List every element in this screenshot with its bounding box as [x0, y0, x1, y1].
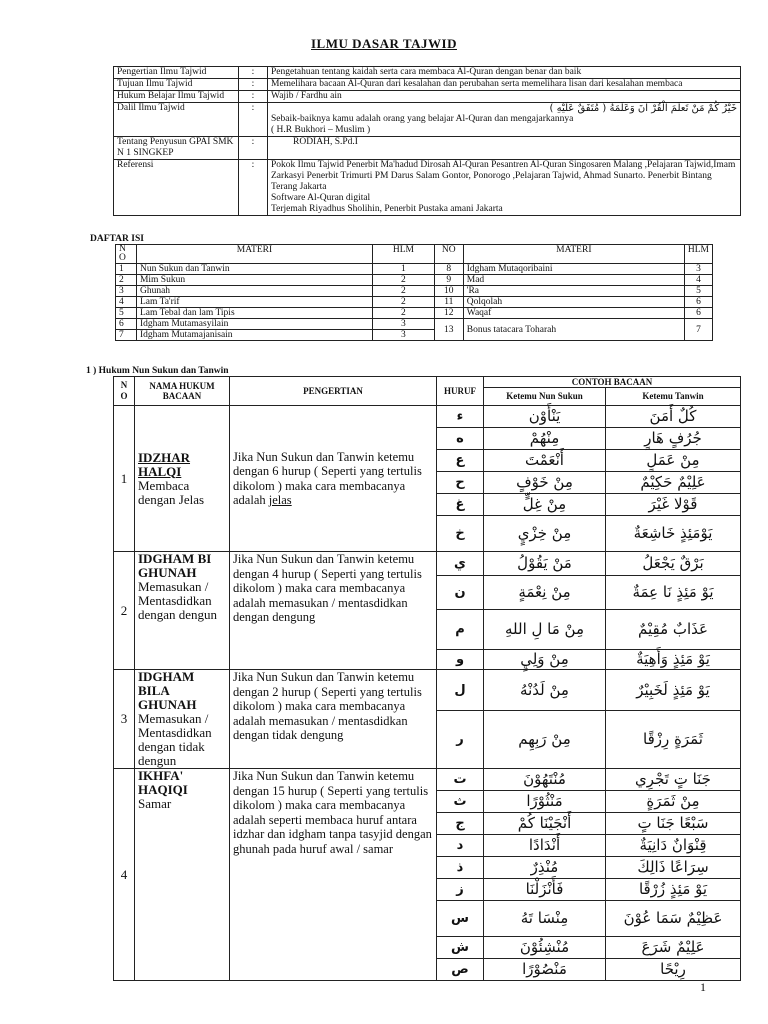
info-value-line: Terjemah Riyadhus Sholihin, Penerbit Pustaka amani Jakarta — [271, 204, 503, 214]
toc-hlm: 3 — [373, 330, 435, 341]
contoh-nun-sukun: فَأَنْزَلْنَا — [484, 879, 606, 901]
huruf-letter: ن — [437, 576, 484, 610]
toc-no: 2 — [116, 275, 137, 286]
header-pengertian: PENGERTIAN — [230, 377, 437, 406]
contoh-nun-sukun: مَنْصُوْرًا — [484, 959, 606, 981]
hukum-name: IDGHAM BI GHUNAH — [138, 551, 212, 580]
daftar-isi-table — [115, 244, 713, 341]
toc-no: 13 — [434, 319, 463, 341]
header-huruf: HURUF — [437, 377, 484, 406]
toc-no: 4 — [116, 297, 137, 308]
header-nama-hukum: NAMA HUKUM BACAAN — [135, 377, 230, 406]
hukum-row — [114, 670, 741, 711]
info-value — [268, 67, 741, 79]
info-row — [114, 103, 741, 137]
contoh-nun-sukun: مِنْ لَدُنْهُ — [484, 670, 606, 711]
toc-materi: Waqaf — [463, 308, 684, 319]
info-value — [268, 103, 741, 137]
hukum-description: Memasukan / Mentasdidkan dengan dengun — [138, 579, 218, 622]
toc-no: 9 — [434, 275, 463, 286]
hukum-name-cell — [135, 769, 230, 981]
hukum-row — [114, 552, 741, 576]
info-value-line: Pengetahuan tentang kaidah serta cara membaca Al-Quran dengan benar dan baik — [271, 67, 582, 77]
hukum-number: 3 — [114, 670, 135, 769]
toc-no: 11 — [434, 297, 463, 308]
toc-header-hlm-2: HLM — [684, 245, 712, 264]
contoh-tanwin: يَوْمَئِذٍ خَاشِعَةٌ — [606, 516, 741, 552]
info-label: Tujuan Ilmu Tajwid — [114, 79, 239, 91]
toc-no: 5 — [116, 308, 137, 319]
info-label: Dalil Ilmu Tajwid — [114, 103, 239, 137]
contoh-nun-sukun: مِنْ وَلِيٍ — [484, 650, 606, 670]
toc-materi: Idgham Mutamajanisain — [136, 330, 372, 341]
contoh-tanwin: يَوْ مَئِذٍ زُرْقًا — [606, 879, 741, 901]
toc-no: 6 — [116, 319, 137, 330]
toc-row — [116, 319, 713, 330]
toc-hlm: 6 — [684, 297, 712, 308]
info-row — [114, 160, 741, 216]
daftar-isi-title: DAFTAR ISI — [90, 234, 144, 244]
contoh-nun-sukun: مِنْ مَا لِ اللهِ — [484, 610, 606, 650]
contoh-tanwin: مِنْ عَمَلٍ — [606, 450, 741, 472]
info-row — [114, 91, 741, 103]
pengertian-cell — [230, 670, 437, 769]
contoh-tanwin: جُرُفٍ هَارٍ — [606, 428, 741, 450]
toc-header-materi-2: MATERI — [463, 245, 684, 264]
huruf-letter: ت — [437, 769, 484, 791]
huruf-letter: ش — [437, 937, 484, 959]
contoh-tanwin: سَبْعًا جَنَا تٍ — [606, 813, 741, 835]
toc-materi: Lam Ta'rif — [136, 297, 372, 308]
toc-hlm: 6 — [684, 308, 712, 319]
contoh-tanwin: جَنَا تٍ تَجْرِي — [606, 769, 741, 791]
contoh-nun-sukun: مَنْثُوْرًا — [484, 791, 606, 813]
contoh-nun-sukun: مَنْ يَقُوْلُ — [484, 552, 606, 576]
contoh-nun-sukun: مِنْ خَوْفٍ — [484, 472, 606, 494]
hukum-description: Membaca dengan Jelas — [138, 477, 205, 507]
huruf-letter: س — [437, 901, 484, 937]
info-value — [268, 160, 741, 216]
toc-row — [116, 286, 713, 297]
toc-no: 7 — [116, 330, 137, 341]
header-contoh-bacaan: CONTOH BACAAN — [484, 377, 741, 388]
huruf-letter: ح — [437, 472, 484, 494]
hukum-number: 2 — [114, 552, 135, 670]
huruf-letter: ذ — [437, 857, 484, 879]
contoh-tanwin: رِيْحًا — [606, 959, 741, 981]
hukum-name: IDZHAR HALQI — [138, 449, 191, 479]
huruf-letter: ث — [437, 791, 484, 813]
hukum-name-cell — [135, 552, 230, 670]
hukum-description: Memasukan / Mentasdidkan dengan tidak dengun — [138, 711, 212, 768]
toc-hlm: 2 — [373, 286, 435, 297]
contoh-tanwin: قَوْلا غَيْرَ — [606, 494, 741, 516]
contoh-nun-sukun: مِنْسَا تَهُ — [484, 901, 606, 937]
header-ketemu-nun-sukun: Ketemu Nun Sukun — [484, 388, 606, 406]
pengertian-text: Jika Nun Sukun dan Tanwin ketemu dengan 4 hurup ( Seperti yang tertulis dikolom ) maka cara membacanya adalah memasukan / mentasdidkan dengan dengung — [233, 552, 422, 624]
toc-row — [116, 264, 713, 275]
contoh-tanwin: عَذَابٌ مُقِيْمٌ — [606, 610, 741, 650]
huruf-letter: ء — [437, 406, 484, 428]
hukum-number: 4 — [114, 769, 135, 981]
toc-header-no: N O — [116, 245, 137, 264]
info-value-line: Software Al-Quran digital — [271, 193, 371, 203]
toc-hlm: 2 — [373, 297, 435, 308]
hukum-row — [114, 769, 741, 791]
toc-materi: Mim Sukun — [136, 275, 372, 286]
info-separator: : — [239, 137, 268, 160]
toc-hlm: 2 — [373, 308, 435, 319]
contoh-tanwin: يَوْ مَئِذٍ لَخَبِيْرٌ — [606, 670, 741, 711]
huruf-letter: ج — [437, 813, 484, 835]
toc-row — [116, 297, 713, 308]
info-value-line: ( H.R Bukhori – Muslim ) — [271, 125, 371, 135]
info-row — [114, 79, 741, 91]
info-value — [268, 79, 741, 91]
contoh-nun-sukun: مِنْ نِعْمَةٍ — [484, 576, 606, 610]
hukum-name: IDGHAM BILA GHUNAH — [138, 669, 197, 712]
contoh-tanwin: ثَمَرَةٍ رِزْقًا — [606, 711, 741, 769]
info-separator: : — [239, 67, 268, 79]
hukum-name: IKHFA' HAQIQI — [138, 768, 188, 797]
info-separator: : — [239, 103, 268, 137]
contoh-nun-sukun: مِنْهُمْ — [484, 428, 606, 450]
info-label: Pengertian Ilmu Tajwid — [114, 67, 239, 79]
huruf-letter: ر — [437, 711, 484, 769]
page-number: 1 — [700, 980, 706, 994]
info-value-line: RODIAH, S.Pd.I — [293, 137, 358, 147]
contoh-nun-sukun: مِنْ رَبِهِم — [484, 711, 606, 769]
info-value-line: Memelihara bacaan Al-Quran dari kesalahan dan perubahan serta memelihara lisan dari kesalahan membaca — [271, 79, 683, 89]
toc-materi: Idgham Mutamasyilain — [136, 319, 372, 330]
huruf-letter: ز — [437, 879, 484, 901]
toc-hlm: 5 — [684, 286, 712, 297]
huruf-letter: خ — [437, 516, 484, 552]
toc-row — [116, 275, 713, 286]
huruf-letter: ي — [437, 552, 484, 576]
info-value — [268, 137, 741, 160]
info-label: Referensi — [114, 160, 239, 216]
contoh-nun-sukun: يَنْأَوْن — [484, 406, 606, 428]
huruf-letter: غ — [437, 494, 484, 516]
contoh-tanwin: عَلِيْمٌ شَرَعَ — [606, 937, 741, 959]
huruf-letter: د — [437, 835, 484, 857]
info-value-line: Pokok Ilmu Tajwid Penerbit Ma'hadud Dirosah Al-Quran Pesantren Al-Quran Singosaren Malang ,Pelajaran Tajwid,Imam Zarkasyi Penerbit Trimurti PM Darus Salam Gontor, Ponorogo ,Pelajaran Tajwid, Ahmad Sunarto. Penerbit Bintang Terang Jakarta — [271, 160, 736, 192]
toc-no: 12 — [434, 308, 463, 319]
pengertian-emphasis: jelas — [268, 493, 292, 507]
toc-header-hlm: HLM — [373, 245, 435, 264]
toc-hlm: 4 — [684, 275, 712, 286]
info-separator: : — [239, 160, 268, 216]
toc-header-row — [116, 245, 713, 264]
toc-materi: 'Ra — [463, 286, 684, 297]
pengertian-cell — [230, 406, 437, 552]
hukum-name-cell — [135, 406, 230, 552]
toc-materi: Lam Tebal dan lam Tipis — [136, 308, 372, 319]
hukum-name-cell — [135, 670, 230, 769]
toc-hlm: 3 — [373, 319, 435, 330]
contoh-nun-sukun: مُنْتَهُوْنَ — [484, 769, 606, 791]
toc-no: 3 — [116, 286, 137, 297]
toc-header-no-2: NO — [434, 245, 463, 264]
toc-header-materi: MATERI — [136, 245, 372, 264]
huruf-letter: م — [437, 610, 484, 650]
dalil-arabic: خَيْرُ كُمْ مَنْ تَعلَمَ الْقُرْ انَ وَعَلَمَهُ ( مُتَفَقٌ عَلَيْهِ ) — [549, 103, 737, 114]
huruf-letter: ص — [437, 959, 484, 981]
pengertian-cell — [230, 769, 437, 981]
contoh-nun-sukun: مُنْذِرٌ — [484, 857, 606, 879]
toc-materi: Ghunah — [136, 286, 372, 297]
toc-no: 1 — [116, 264, 137, 275]
toc-no: 10 — [434, 286, 463, 297]
contoh-tanwin: يَوْ مَئِذٍ نَا عِمَةٌ — [606, 576, 741, 610]
contoh-nun-sukun: مُنْشِئُوْنَ — [484, 937, 606, 959]
info-table — [113, 66, 741, 216]
info-label: Hukum Belajar Ilmu Tajwid — [114, 91, 239, 103]
toc-no: 8 — [434, 264, 463, 275]
toc-row — [116, 308, 713, 319]
toc-materi: Mad — [463, 275, 684, 286]
info-label: Tentang Penyusun GPAI SMK N 1 SINGKEP — [114, 137, 239, 160]
contoh-tanwin: عَظِيْمٌ سَمَا عُوْنَ — [606, 901, 741, 937]
header-ketemu-tanwin: Ketemu Tanwin — [606, 388, 741, 406]
hukum-description: Samar — [138, 796, 172, 811]
page-title: ILMU DASAR TAJWID — [311, 36, 457, 51]
section-title: 1 ) Hukum Nun Sukun dan Tanwin — [86, 366, 229, 376]
info-value — [268, 91, 741, 103]
toc-hlm: 3 — [684, 264, 712, 275]
pengertian-text: Jika Nun Sukun dan Tanwin ketemu dengan 2 hurup ( Seperti yang tertulis dikolom ) maka cara membacanya adalah memasukan / mentasdidkan dengan tidak dengung — [233, 670, 422, 742]
contoh-tanwin: كُلٌ أَمَنَ — [606, 406, 741, 428]
info-separator: : — [239, 91, 268, 103]
hukum-number: 1 — [114, 406, 135, 552]
contoh-tanwin: سِرَاعًا ذَالِكَ — [606, 857, 741, 879]
header-no: N O — [114, 377, 135, 406]
huruf-letter: و — [437, 650, 484, 670]
info-value-line: Sebaik-baiknya kamu adalah orang yang belajar Al-Quran dan mengajarkannya — [271, 114, 574, 124]
info-separator: : — [239, 79, 268, 91]
pengertian-text: Jika Nun Sukun dan Tanwin ketemu dengan 6 hurup ( Seperti yang tertulis dikolom ) maka cara membacanya adalah — [233, 449, 422, 507]
toc-hlm: 1 — [373, 264, 435, 275]
toc-materi: Idgham Mutaqoribaini — [463, 264, 684, 275]
contoh-tanwin: مِنْ ثَمَرَةٍ — [606, 791, 741, 813]
toc-materi: Qolqolah — [463, 297, 684, 308]
contoh-nun-sukun: أَنْجَيْنَا كُمْ — [484, 813, 606, 835]
pengertian-text: Jika Nun Sukun dan Tanwin ketemu dengan 15 hurup ( Seperti yang tertulis dikolom ) maka cara membacanya adalah seperti membaca huruf antara idzhar dan idgham tanpa tasyjid dengan ghunah pada huruf awal / samar — [233, 769, 432, 856]
toc-hlm: 7 — [684, 319, 712, 341]
pengertian-cell — [230, 552, 437, 670]
hukum-row — [114, 406, 741, 428]
info-value-line: Wajib / Fardhu ain — [271, 91, 342, 101]
contoh-nun-sukun: مِنْ غِلٍّ — [484, 494, 606, 516]
contoh-nun-sukun: مِنْ خِزْيٍ — [484, 516, 606, 552]
contoh-tanwin: قِنْوَانٌ دَانِيَةٌ — [606, 835, 741, 857]
toc-hlm: 2 — [373, 275, 435, 286]
contoh-nun-sukun: أَنْدَادًا — [484, 835, 606, 857]
info-row — [114, 137, 741, 160]
toc-materi: Bonus tatacara Toharah — [463, 319, 684, 341]
contoh-tanwin: بَرْقٌ يَجْعَلُ — [606, 552, 741, 576]
contoh-tanwin: عَلِيْمٌ حَكِيْمٌ — [606, 472, 741, 494]
info-row — [114, 67, 741, 79]
hukum-table — [113, 376, 741, 981]
contoh-tanwin: يَوْ مَئِذٍ وَأَهِيَةٌ — [606, 650, 741, 670]
huruf-letter: ل — [437, 670, 484, 711]
toc-materi: Nun Sukun dan Tanwin — [136, 264, 372, 275]
contoh-nun-sukun: أَنْعَمْتَ — [484, 450, 606, 472]
huruf-letter: ه — [437, 428, 484, 450]
huruf-letter: ع — [437, 450, 484, 472]
